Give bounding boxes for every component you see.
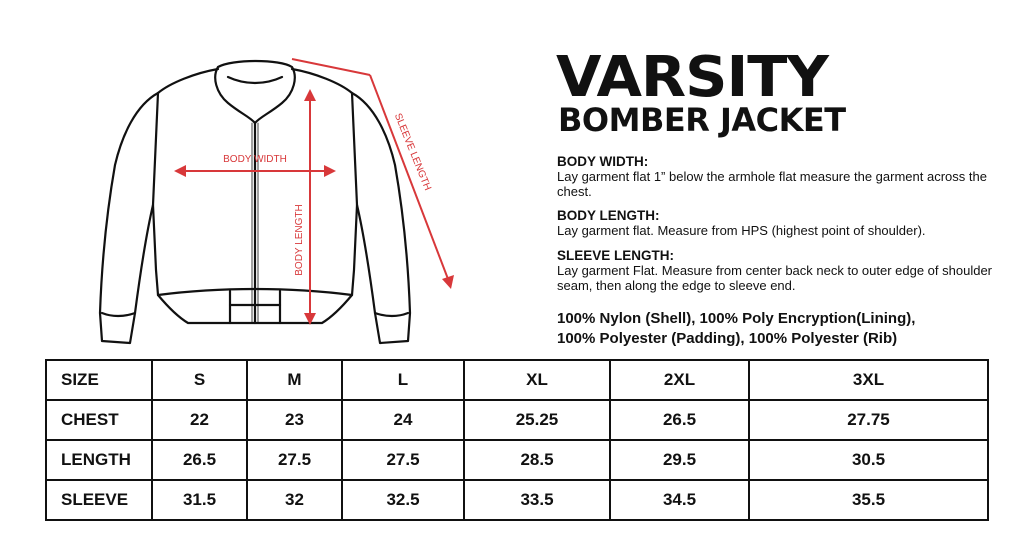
material-info [557, 309, 1017, 349]
table-cell: 22 [152, 400, 247, 440]
table-header-row [46, 360, 988, 400]
table-cell: 29.5 [610, 440, 749, 480]
table-cell: S [152, 360, 247, 400]
body-length-label: BODY LENGTH [294, 204, 305, 276]
spec-sleeve-length [557, 248, 997, 293]
jacket-diagram [70, 55, 490, 355]
title-line-2: BOMBER JACKET [558, 101, 846, 139]
table-cell: 35.5 [749, 480, 988, 520]
spec-heading: BODY LENGTH: [557, 208, 660, 223]
material-line-2: 100% Polyester (Padding), 100% Polyester (Rib) [557, 330, 898, 347]
table-cell: 27.75 [749, 400, 988, 440]
sleeve-length-label: SLEEVE LENGTH [391, 111, 433, 193]
table-cell: LENGTH [46, 440, 152, 480]
table-cell: SIZE [46, 360, 152, 400]
spec-heading: SLEEVE LENGTH: [557, 248, 675, 263]
table-cell: 2XL [610, 360, 749, 400]
table-row [46, 480, 988, 520]
table-cell: 3XL [749, 360, 988, 400]
table-cell: 25.25 [464, 400, 610, 440]
table-cell: 32 [247, 480, 342, 520]
material-line-1: 100% Nylon (Shell), 100% Poly Encryption(Lining), [557, 310, 916, 327]
measurement-arrows [174, 59, 454, 325]
table-cell: L [342, 360, 464, 400]
table-cell: 26.5 [152, 440, 247, 480]
table-cell: 30.5 [749, 440, 988, 480]
table-row [46, 440, 988, 480]
spec-heading: BODY WIDTH: [557, 154, 649, 169]
table-cell: 26.5 [610, 400, 749, 440]
table-cell: XL [464, 360, 610, 400]
jacket-outline [100, 61, 410, 343]
body-width-label: BODY WIDTH [223, 154, 287, 165]
title-line-1: VARSITY [556, 45, 828, 110]
table-cell: 31.5 [152, 480, 247, 520]
table-cell: 23 [247, 400, 342, 440]
table-cell: 28.5 [464, 440, 610, 480]
spec-text: Lay garment flat 1” below the armhole flat measure the garment across the chest. [557, 169, 987, 199]
table-row [46, 400, 988, 440]
spec-body-width [557, 154, 997, 199]
table-cell: 24 [342, 400, 464, 440]
size-table [45, 359, 989, 521]
table-cell: 27.5 [342, 440, 464, 480]
table-cell: SLEEVE [46, 480, 152, 520]
table-cell: 34.5 [610, 480, 749, 520]
table-cell: CHEST [46, 400, 152, 440]
spec-body-length [557, 208, 997, 238]
table-cell: 27.5 [247, 440, 342, 480]
table-cell: 32.5 [342, 480, 464, 520]
spec-text: Lay garment flat. Measure from HPS (highest point of shoulder). [557, 223, 926, 238]
table-cell: 33.5 [464, 480, 610, 520]
spec-text: Lay garment Flat. Measure from center back neck to outer edge of shoulder seam, then along the edge to sleeve end. [557, 263, 993, 293]
table-cell: M [247, 360, 342, 400]
